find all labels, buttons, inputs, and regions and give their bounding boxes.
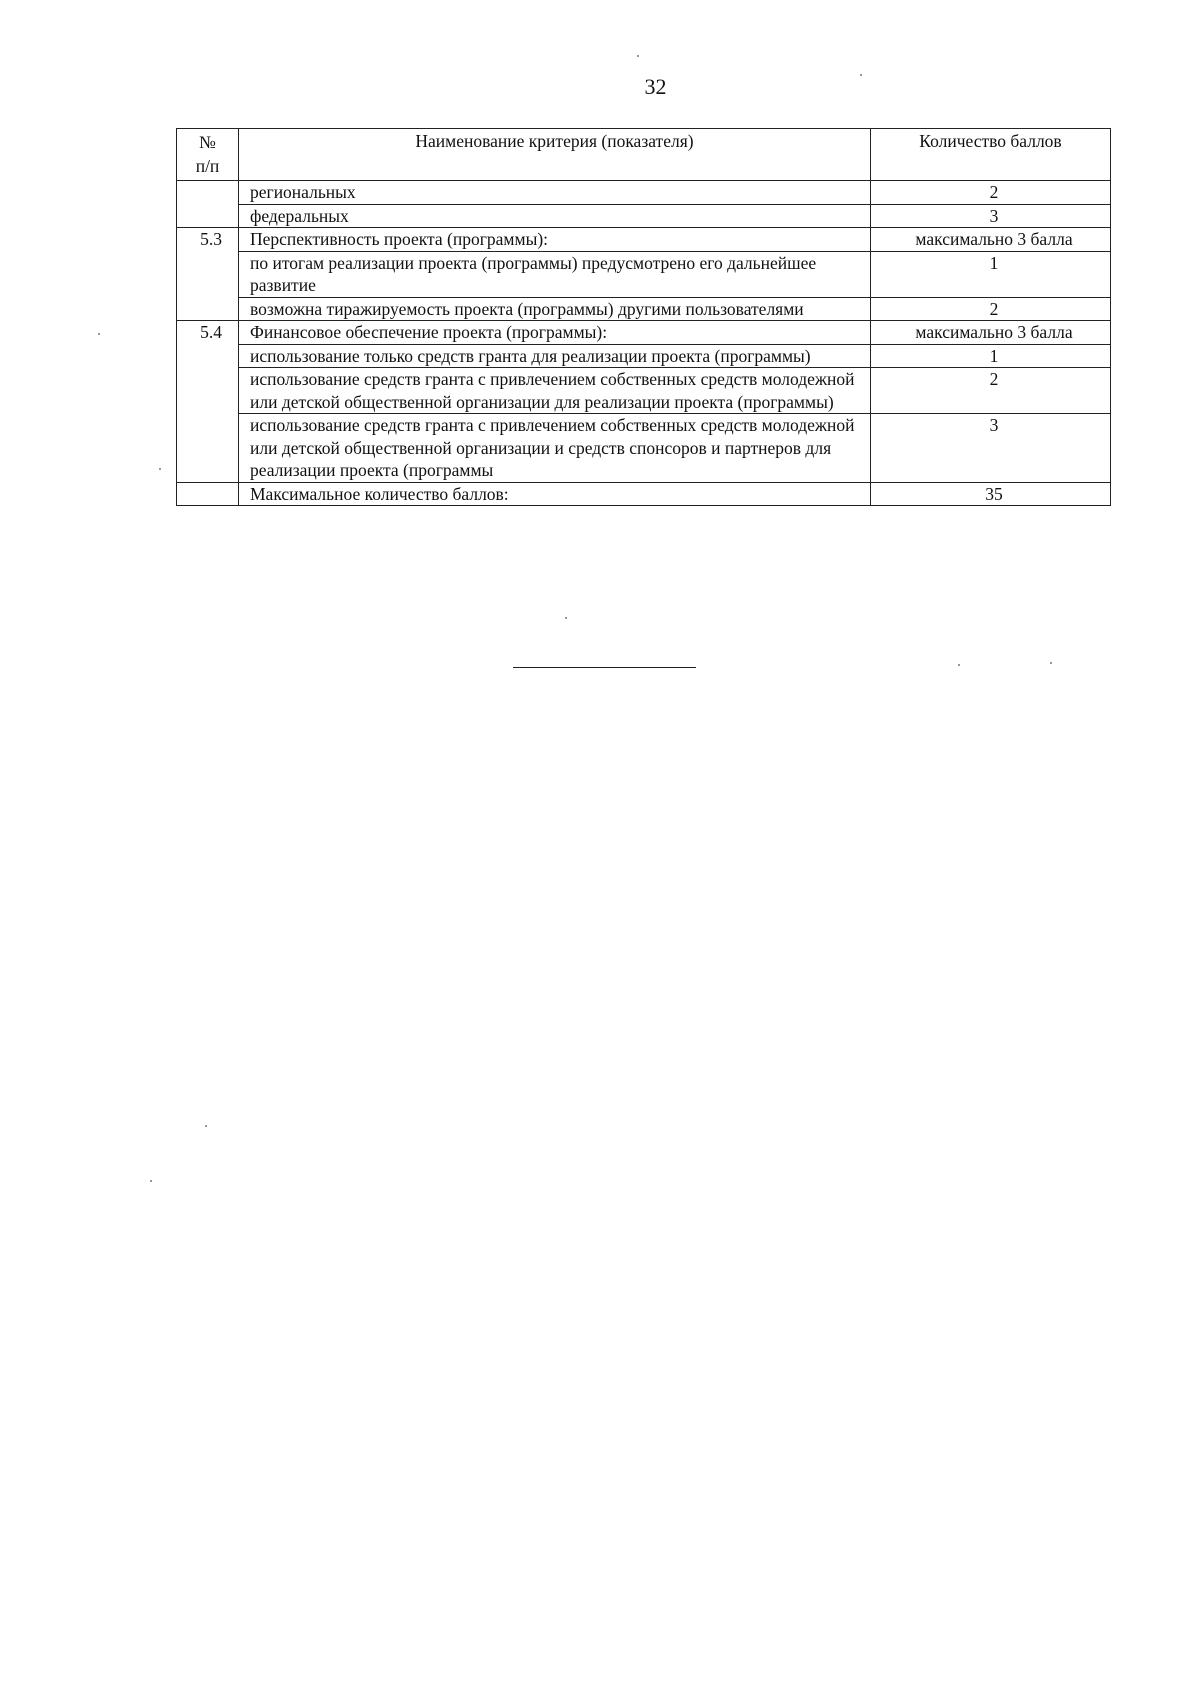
table-row bbox=[177, 297, 1111, 321]
row-criterion-name: Финансовое обеспечение проекта (программы): bbox=[239, 321, 871, 345]
total-label: Максимальное количество баллов: bbox=[239, 482, 871, 506]
table-row bbox=[177, 344, 1111, 368]
row-number-cell bbox=[177, 181, 239, 228]
table-row bbox=[177, 368, 1111, 414]
row-score: 1 bbox=[871, 251, 1111, 297]
row-criterion-name: возможна тиражируемость проекта (программы) другими пользователями bbox=[239, 297, 871, 321]
row-criterion-name: региональных bbox=[239, 181, 871, 205]
scan-speck bbox=[637, 55, 639, 57]
row-score: 2 bbox=[871, 181, 1111, 205]
table-row bbox=[177, 228, 1111, 252]
scan-speck bbox=[205, 1125, 207, 1127]
row-score: максимально 3 балла bbox=[871, 321, 1111, 345]
total-score: 35 bbox=[871, 482, 1111, 506]
header-number bbox=[177, 129, 239, 181]
row-score: 2 bbox=[871, 297, 1111, 321]
row-criterion-name: использование только средств гранта для реализации проекта (программы) bbox=[239, 344, 871, 368]
row-number-cell: 5.3 bbox=[177, 228, 239, 321]
scan-speck bbox=[98, 333, 100, 335]
header-score: Количество баллов bbox=[871, 129, 1111, 181]
row-score: максимально 3 балла bbox=[871, 228, 1111, 252]
table-total-row bbox=[177, 482, 1111, 506]
table-row bbox=[177, 414, 1111, 483]
row-criterion-name: по итогам реализации проекта (программы) предусмотрено его дальнейшее развитие bbox=[239, 251, 871, 297]
end-divider-line bbox=[513, 667, 696, 668]
header-criterion-name: Наименование критерия (показателя) bbox=[239, 129, 871, 181]
header-number-abbrev: п/п bbox=[195, 156, 220, 176]
scan-speck bbox=[150, 1180, 152, 1182]
row-score: 2 bbox=[871, 368, 1111, 414]
criteria-table bbox=[176, 128, 1111, 506]
scan-speck bbox=[958, 664, 960, 666]
row-criterion-name: федеральных bbox=[239, 204, 871, 228]
scan-speck bbox=[565, 617, 567, 619]
row-criterion-name: Перспективность проекта (программы): bbox=[239, 228, 871, 252]
scan-speck bbox=[159, 468, 161, 470]
scan-speck bbox=[1050, 662, 1052, 664]
row-criterion-name: использование средств гранта с привлечением собственных средств молодежной или детской общественной организации и средств спонсоров и партнеров для реализации проекта (программы bbox=[239, 414, 871, 483]
table-header-row bbox=[177, 129, 1111, 181]
table-row bbox=[177, 321, 1111, 345]
header-number-sign: № bbox=[199, 132, 216, 152]
table-row bbox=[177, 251, 1111, 297]
row-score: 3 bbox=[871, 414, 1111, 483]
scan-speck bbox=[860, 74, 862, 76]
table-row bbox=[177, 181, 1111, 205]
page-number: 32 bbox=[644, 74, 667, 99]
table-row bbox=[177, 204, 1111, 228]
row-score: 1 bbox=[871, 344, 1111, 368]
row-number-cell: 5.4 bbox=[177, 321, 239, 483]
row-score: 3 bbox=[871, 204, 1111, 228]
row-criterion-name: использование средств гранта с привлечением собственных средств молодежной или детской общественной организации для реализации проекта (программы) bbox=[239, 368, 871, 414]
row-number-cell bbox=[177, 482, 239, 506]
